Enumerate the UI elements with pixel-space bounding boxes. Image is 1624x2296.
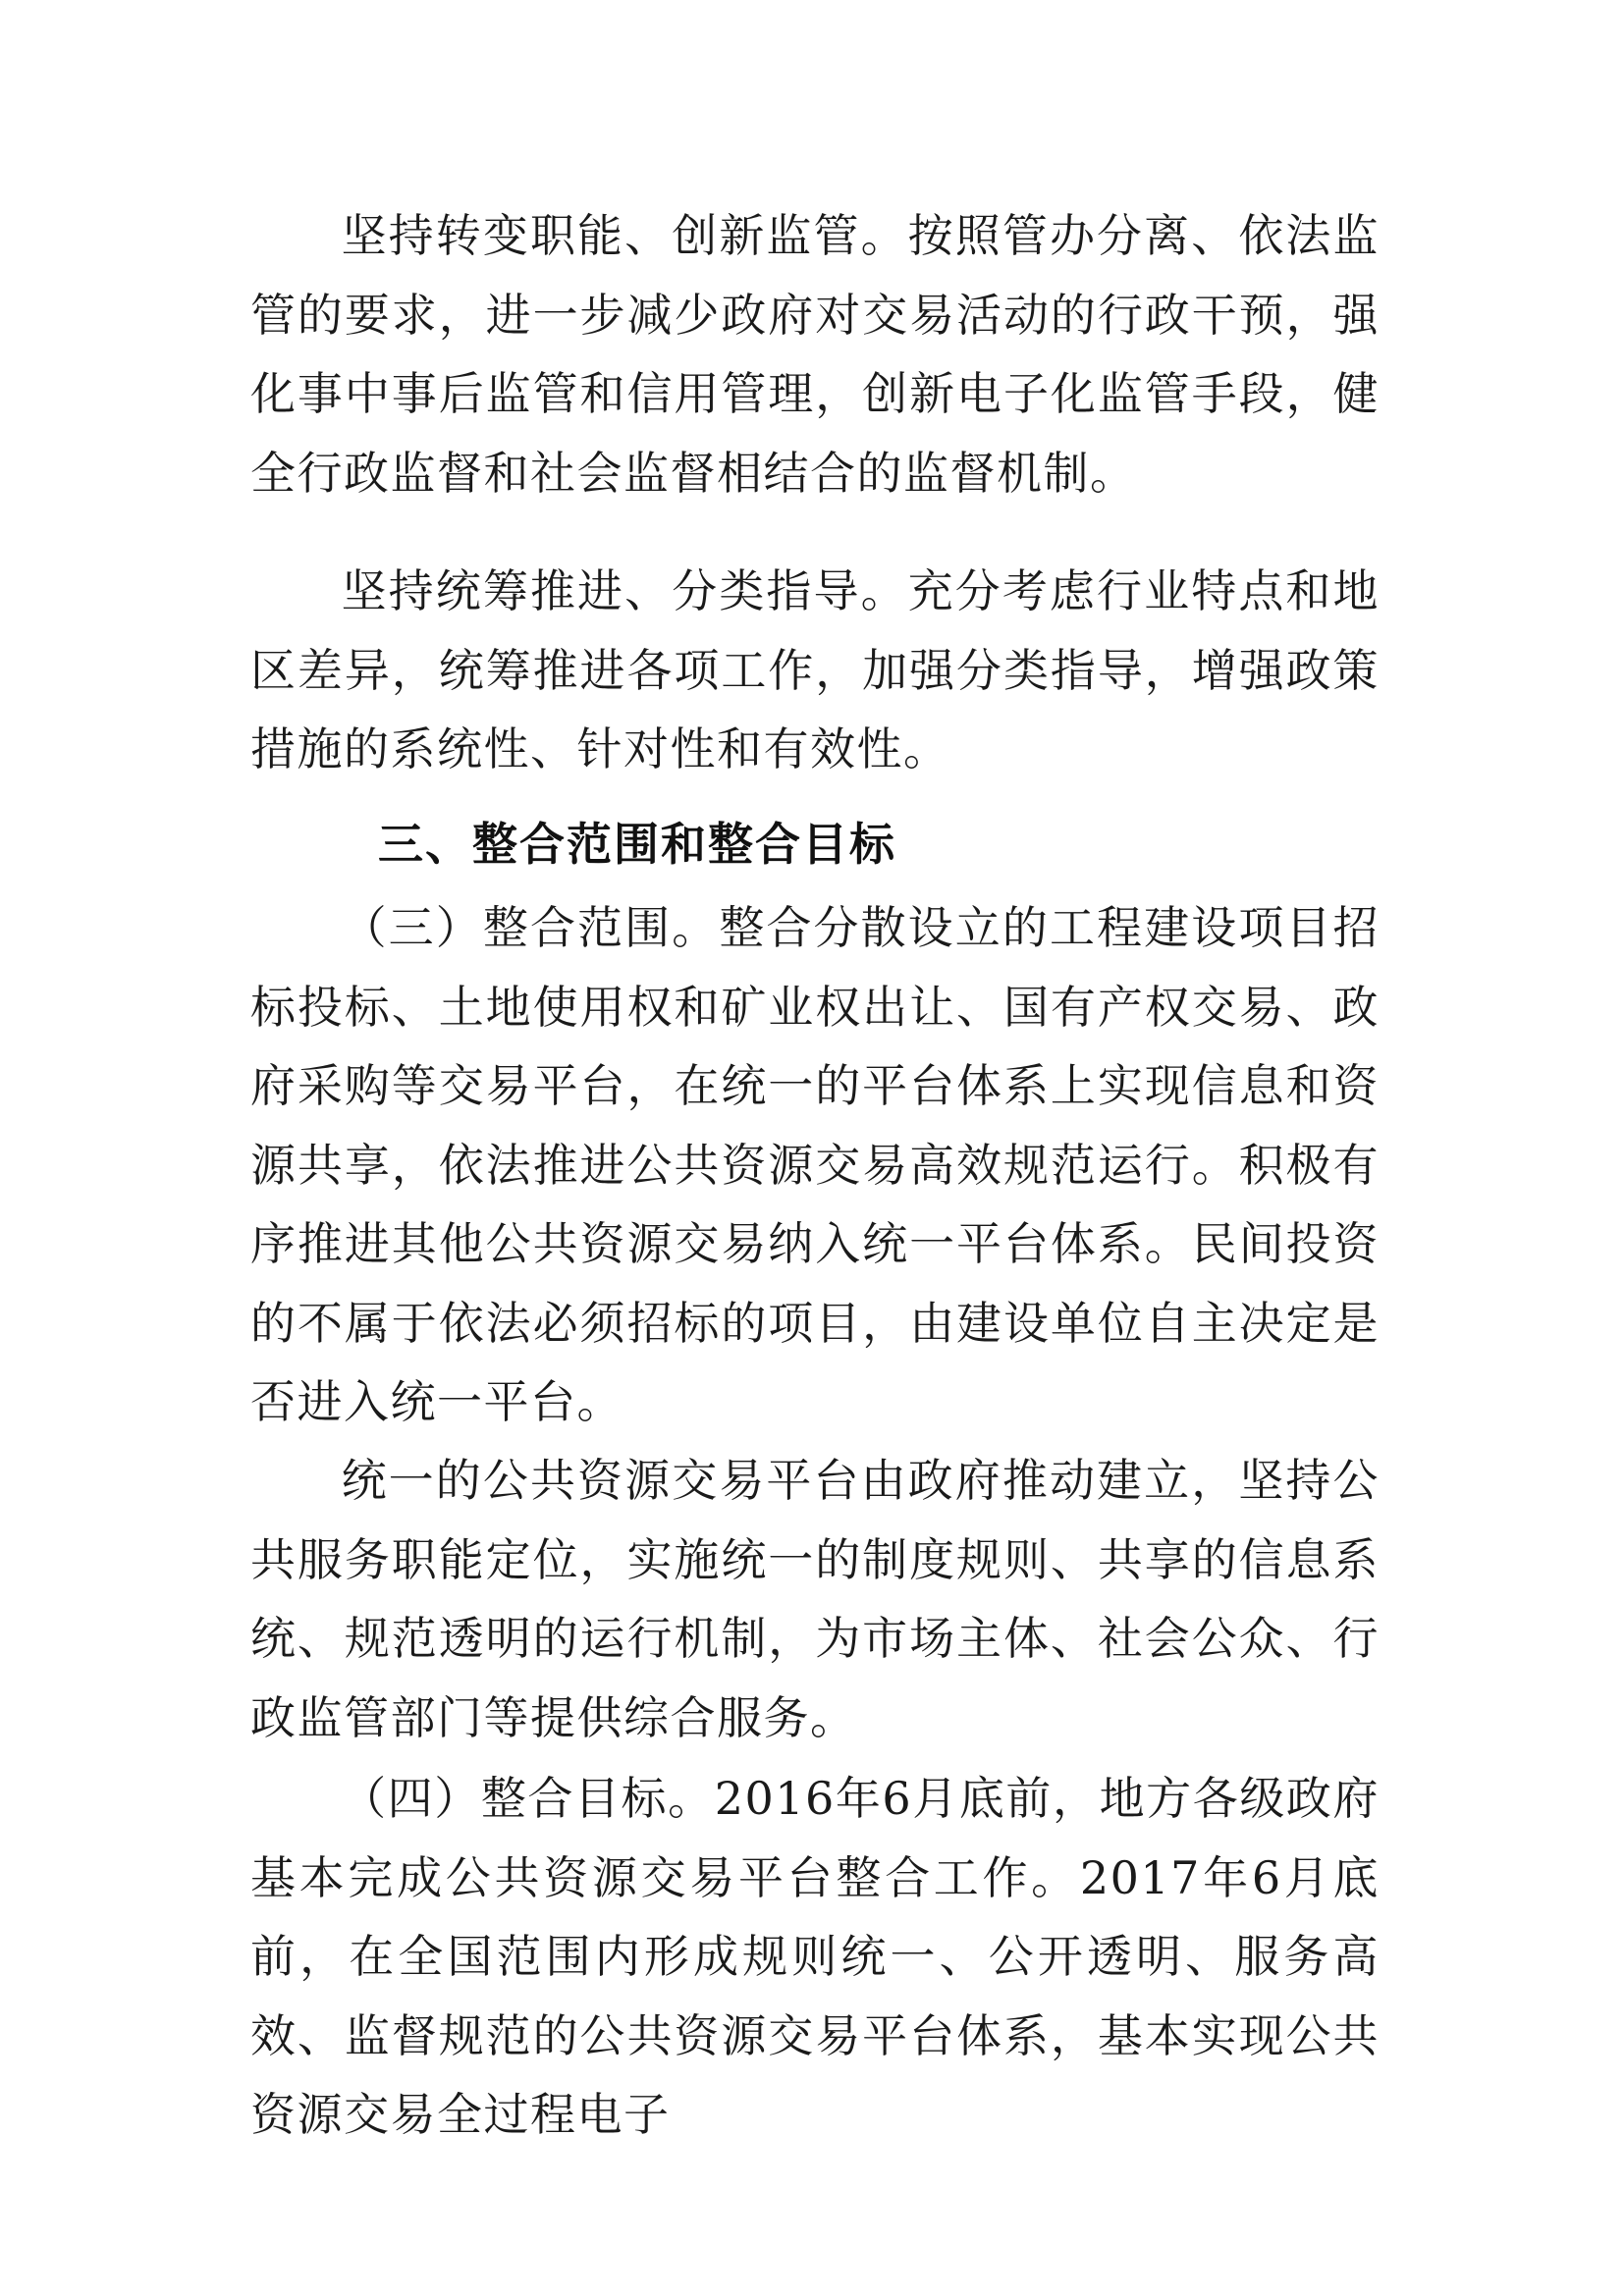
paragraph-unified-platform bbox=[250, 1441, 1380, 1757]
paragraph-text: （四）整合目标。2016年6月底前，地方各级政府基本完成公共资源交易平台整合工作。2017年6月底前，在全国范围内形成规则统一、公开透明、服务高效、监督规范的公共资源交易平台体系，基本实现公共资源交易全过程电子 bbox=[250, 1772, 1380, 2141]
paragraph-text: 坚持转变职能、创新监管。按照管办分离、依法监管的要求，进一步减少政府对交易活动的行政干预，强化事中事后监管和信用管理，创新电子化监管手段，健全行政监督和社会监督相结合的监督机制。 bbox=[250, 209, 1380, 500]
paragraph-text: （三）整合范围。整合分散设立的工程建设项目招标投标、土地使用权和矿业权出让、国有产权交易、政府采购等交易平台，在统一的平台体系上实现信息和资源共享，依法推进公共资源交易高效规范运行。积极有序推进其他公共资源交易纳入统一平台体系。民间投资的不属于依法必须招标的项目，由建设单位自主决定是否进入统一平台。 bbox=[250, 901, 1380, 1428]
paragraph-transform-functions bbox=[250, 196, 1380, 512]
heading-text: 三、整合范围和整合目标 bbox=[378, 818, 896, 871]
section-heading bbox=[250, 805, 1380, 883]
paragraph-integration-goals bbox=[250, 1759, 1380, 2155]
paragraph-text: 统一的公共资源交易平台由政府推动建立，坚持公共服务职能定位，实施统一的制度规则、共享的信息系统、规范透明的运行机制，为市场主体、社会公众、行政监管部门等提供综合服务。 bbox=[250, 1454, 1380, 1744]
paragraph-coordinated-promotion bbox=[250, 552, 1380, 789]
paragraph-integration-scope bbox=[250, 888, 1380, 1442]
paragraph-text: 坚持统筹推进、分类指导。充分考虑行业特点和地区差异，统筹推进各项工作，加强分类指导，增强政策措施的系统性、针对性和有效性。 bbox=[250, 564, 1380, 775]
